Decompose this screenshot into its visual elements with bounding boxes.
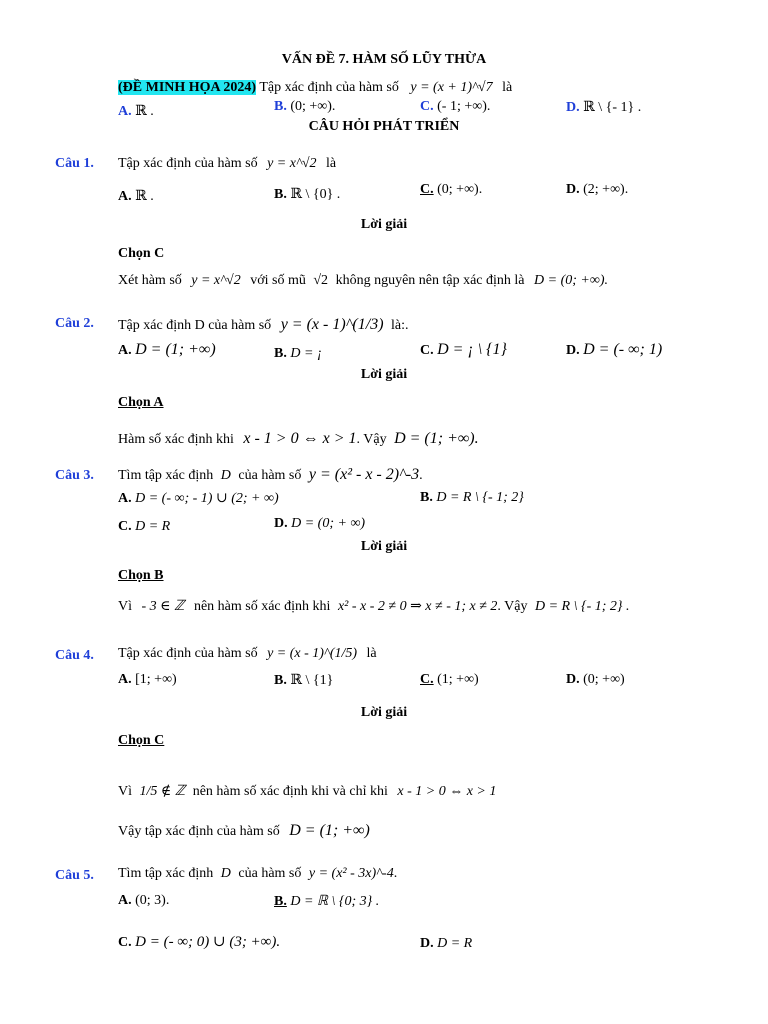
question-4-solution-line-1: Vì 1/5 ∉ ℤ nên hàm số xác định khi và chỉ khi x - 1 > 0 ⇔ x > 1 <box>118 784 497 799</box>
question-2-number: Câu 2. <box>55 316 94 331</box>
intro-formula: y = (x + 1)^√7 <box>410 80 493 95</box>
intro-tag: (ĐỀ MINH HỌA 2024) <box>118 80 257 95</box>
question-5-option-b[interactable]: B. D = ℝ \ {0; 3} . <box>274 894 380 909</box>
question-1-number: Câu 1. <box>55 156 94 171</box>
intro-question <box>118 80 512 96</box>
question-1-option-d[interactable]: D. (2; +∞). <box>566 182 629 197</box>
question-5-option-d[interactable]: D. D = R <box>420 936 473 951</box>
question-4-choice: Chọn C <box>118 733 165 748</box>
question-3-option-c[interactable]: C. D = R <box>118 519 171 534</box>
question-2-option-b[interactable]: B. D = ¡ <box>274 346 323 361</box>
question-3-choice: Chọn B <box>118 568 164 583</box>
question-2-text: Tập xác định D của hàm số y = (x - 1)^(1/3) là:. <box>118 316 409 333</box>
question-3-option-b[interactable]: B. D = R \ {- 1; 2} <box>420 490 524 505</box>
intro-tail: là <box>502 80 513 95</box>
question-1-option-c[interactable]: C. (0; +∞). <box>420 182 483 197</box>
solution-heading-4: Lời giải <box>360 705 408 720</box>
question-1-option-b[interactable]: B. ℝ \ {0} . <box>274 187 341 202</box>
question-4-solution-line-2: Vậy tập xác định của hàm số D = (1; +∞) <box>118 822 370 839</box>
intro-option-b[interactable]: B. (0; +∞). <box>274 99 336 114</box>
question-5-number: Câu 5. <box>55 868 94 883</box>
question-2-option-a[interactable]: A. D = (1; +∞) <box>118 341 216 358</box>
intro-option-c[interactable]: C. (- 1; +∞). <box>420 99 491 114</box>
question-4-option-b[interactable]: B. ℝ \ {1} <box>274 673 334 688</box>
intro-option-a[interactable]: A. ℝ . <box>118 104 154 119</box>
question-5-option-c[interactable]: C. D = (- ∞; 0) ∪ (3; +∞). <box>118 934 281 950</box>
page-title: VẤN ĐỀ 7. HÀM SỐ LŨY THỪA <box>281 52 487 67</box>
question-3-option-d[interactable]: D. D = (0; + ∞) <box>274 516 366 531</box>
solution-heading-3: Lời giải <box>360 539 408 554</box>
question-2-choice: Chọn A <box>118 395 164 410</box>
question-1-option-a[interactable]: A. ℝ . <box>118 189 154 204</box>
question-2-option-d[interactable]: D. D = (- ∞; 1) <box>566 341 663 358</box>
question-4-text: Tập xác định của hàm số y = (x - 1)^(1/5) là <box>118 646 377 661</box>
question-1-text: Tập xác định của hàm số y = x^√2 là <box>118 156 337 171</box>
question-4-option-a[interactable]: A. [1; +∞) <box>118 672 177 687</box>
question-1-choice: Chọn C <box>118 246 165 261</box>
intro-text: Tập xác định của hàm số <box>259 80 399 95</box>
intro-option-d[interactable]: D. ℝ \ {- 1} . <box>566 100 642 115</box>
solution-heading-1: Lời giải <box>360 217 408 232</box>
question-3-number: Câu 3. <box>55 468 94 483</box>
question-5-text: Tìm tập xác định D của hàm số y = (x² - 3x)^-4. <box>118 866 398 881</box>
question-3-text: Tìm tập xác định D của hàm số y = (x² - x - 2)^-3. <box>118 466 423 483</box>
question-2-solution: Hàm số xác định khi x - 1 > 0 ⇔ x > 1. Vậy D = (1; +∞). <box>118 430 479 447</box>
section-title: CÂU HỎI PHÁT TRIỂN <box>308 119 460 134</box>
question-5-option-a[interactable]: A. (0; 3). <box>118 893 170 908</box>
question-4-option-d[interactable]: D. (0; +∞) <box>566 672 625 687</box>
question-3-solution: Vì - 3 ∈ ℤ nên hàm số xác định khi x² - x - 2 ≠ 0 ⇒ x ≠ - 1; x ≠ 2. Vậy D = R \ {- 1; 2} . <box>118 599 630 614</box>
question-4-number: Câu 4. <box>55 648 94 663</box>
question-4-option-c[interactable]: C. (1; +∞) <box>420 672 479 687</box>
question-1-solution: Xét hàm số y = x^√2 với số mũ √2 không nguyên nên tập xác định là D = (0; +∞). <box>118 273 608 288</box>
question-2-option-c[interactable]: C. D = ¡ \ {1} <box>420 341 507 358</box>
question-3-option-a[interactable]: A. D = (- ∞; - 1) ∪ (2; + ∞) <box>118 491 279 506</box>
solution-heading-2: Lời giải <box>360 367 408 382</box>
